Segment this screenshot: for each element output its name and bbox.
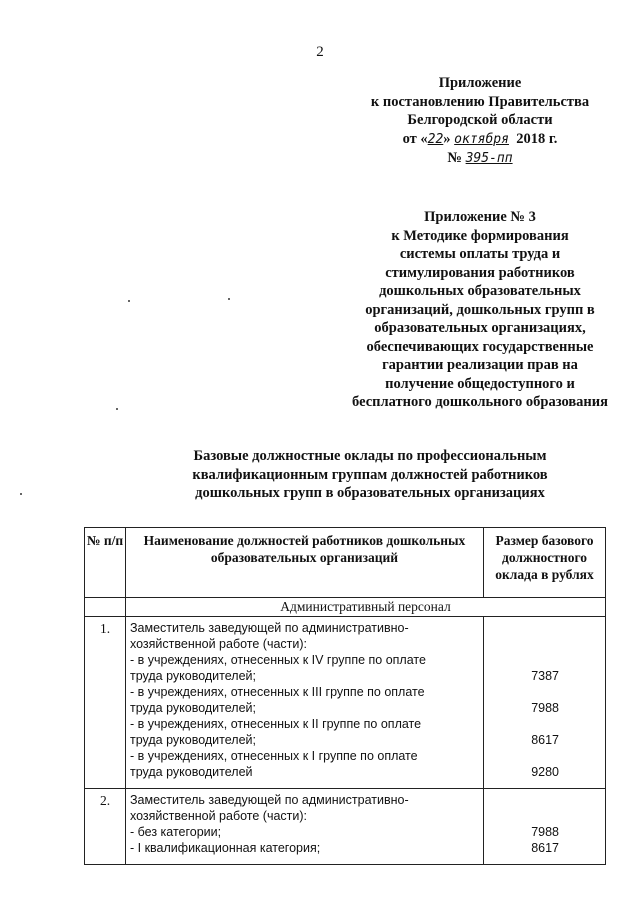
- salary-value: [484, 808, 559, 824]
- description-line: хозяйственной работе (части):: [130, 809, 308, 823]
- description-line: - в учреждениях, отнесенных к III группе по оплате: [130, 685, 425, 699]
- description-line: труда руководителей;: [130, 733, 256, 747]
- document-title-line: дошкольных групп в образовательных организациях: [195, 485, 545, 501]
- salary-value: 8617: [531, 841, 559, 855]
- description-line: - в учреждениях, отнесенных к I группе по оплате: [130, 749, 418, 763]
- description-line: Заместитель заведующей по административно-: [130, 793, 409, 807]
- salary-value: [484, 792, 559, 808]
- description-line: - без категории;: [130, 825, 222, 839]
- date-year: 2018 г.: [516, 130, 558, 147]
- appendix-3-line: обеспечивающих государственные: [366, 338, 594, 355]
- salary-value: [484, 652, 559, 668]
- description-line: - I квалификационная категория;: [130, 841, 321, 855]
- salary-table: [84, 527, 606, 865]
- description-line: хозяйственной работе (части):: [130, 637, 308, 651]
- description-line: Заместитель заведующей по административно-: [130, 621, 409, 635]
- description-line: труда руководителей;: [130, 701, 256, 715]
- appendix-3-line: организаций, дошкольных групп в: [365, 301, 595, 318]
- salary-value: [484, 636, 559, 652]
- date-mid: »: [443, 130, 451, 147]
- section-title: Административный персонал: [126, 598, 606, 617]
- description-line: - в учреждениях, отнесенных к IV группе по оплате: [130, 653, 426, 667]
- date-month: октября: [454, 131, 509, 147]
- salary-value: [484, 748, 559, 764]
- scan-speck: [228, 298, 230, 300]
- table-header-row: [85, 528, 606, 598]
- appendix-3-line: стимулирования работников: [385, 264, 575, 281]
- number-value: 395-пп: [465, 151, 513, 166]
- salary-value: 7988: [531, 701, 559, 715]
- row-number: 2.: [85, 789, 126, 865]
- header-num: № п/п: [85, 528, 126, 598]
- appendix-line-1: к постановлению Правительства: [370, 93, 590, 110]
- section-spacer: [85, 598, 126, 617]
- appendix-date: [330, 130, 630, 150]
- row-description: [126, 617, 484, 789]
- description-line: - в учреждениях, отнесенных к II группе по оплате: [130, 717, 422, 731]
- appendix-3-block: [330, 208, 630, 412]
- appendix-3-line: получение общедоступного и: [385, 375, 575, 392]
- row-description: [126, 789, 484, 865]
- number-prefix: №: [447, 150, 462, 166]
- section-row: [85, 598, 606, 617]
- appendix-block: [330, 74, 630, 169]
- appendix-3-line: бесплатного дошкольного образования: [352, 394, 608, 410]
- appendix-line-2: Белгородской области: [407, 112, 553, 128]
- scan-speck: [128, 300, 130, 302]
- table-row: [85, 789, 606, 865]
- document-title-line: квалификационным группам должностей работников: [192, 466, 548, 483]
- appendix-number: [330, 149, 630, 169]
- row-number: 1.: [85, 617, 126, 789]
- salary-value: [484, 620, 559, 636]
- date-prefix: от «: [402, 130, 428, 147]
- appendix-title: Приложение: [438, 75, 522, 91]
- appendix-3-line: дошкольных образовательных: [379, 283, 581, 299]
- scan-speck: [20, 493, 22, 495]
- appendix-3-line: гарантии реализации прав на: [382, 357, 578, 373]
- header-name: Наименование должностей работников дошкольных образовательных организаций: [126, 528, 484, 598]
- date-day: 22: [427, 131, 444, 147]
- salary-value: [484, 716, 559, 732]
- salary-value: [484, 684, 559, 700]
- salary-value: 7387: [531, 669, 559, 683]
- table-row: [85, 617, 606, 789]
- appendix-3-line: Приложение № 3: [424, 209, 536, 225]
- appendix-3-line: к Методике формирования: [391, 227, 569, 244]
- scan-speck: [116, 408, 118, 410]
- appendix-3-line: системы оплаты труда и: [399, 246, 561, 262]
- description-line: труда руководителей: [130, 765, 253, 779]
- document-title: [170, 447, 570, 503]
- row-salary: [484, 789, 606, 865]
- description-line: труда руководителей;: [130, 669, 256, 683]
- appendix-3-line: образовательных организациях,: [374, 320, 586, 336]
- salary-value: 7988: [531, 825, 559, 839]
- document-title-line: Базовые должностные оклады по профессиональным: [193, 448, 547, 464]
- page-number: 2: [316, 44, 324, 60]
- header-salary: Размер базового должностного оклада в рублях: [484, 528, 606, 598]
- row-salary: [484, 617, 606, 789]
- salary-value: 8617: [531, 733, 559, 747]
- salary-value: 9280: [531, 765, 559, 779]
